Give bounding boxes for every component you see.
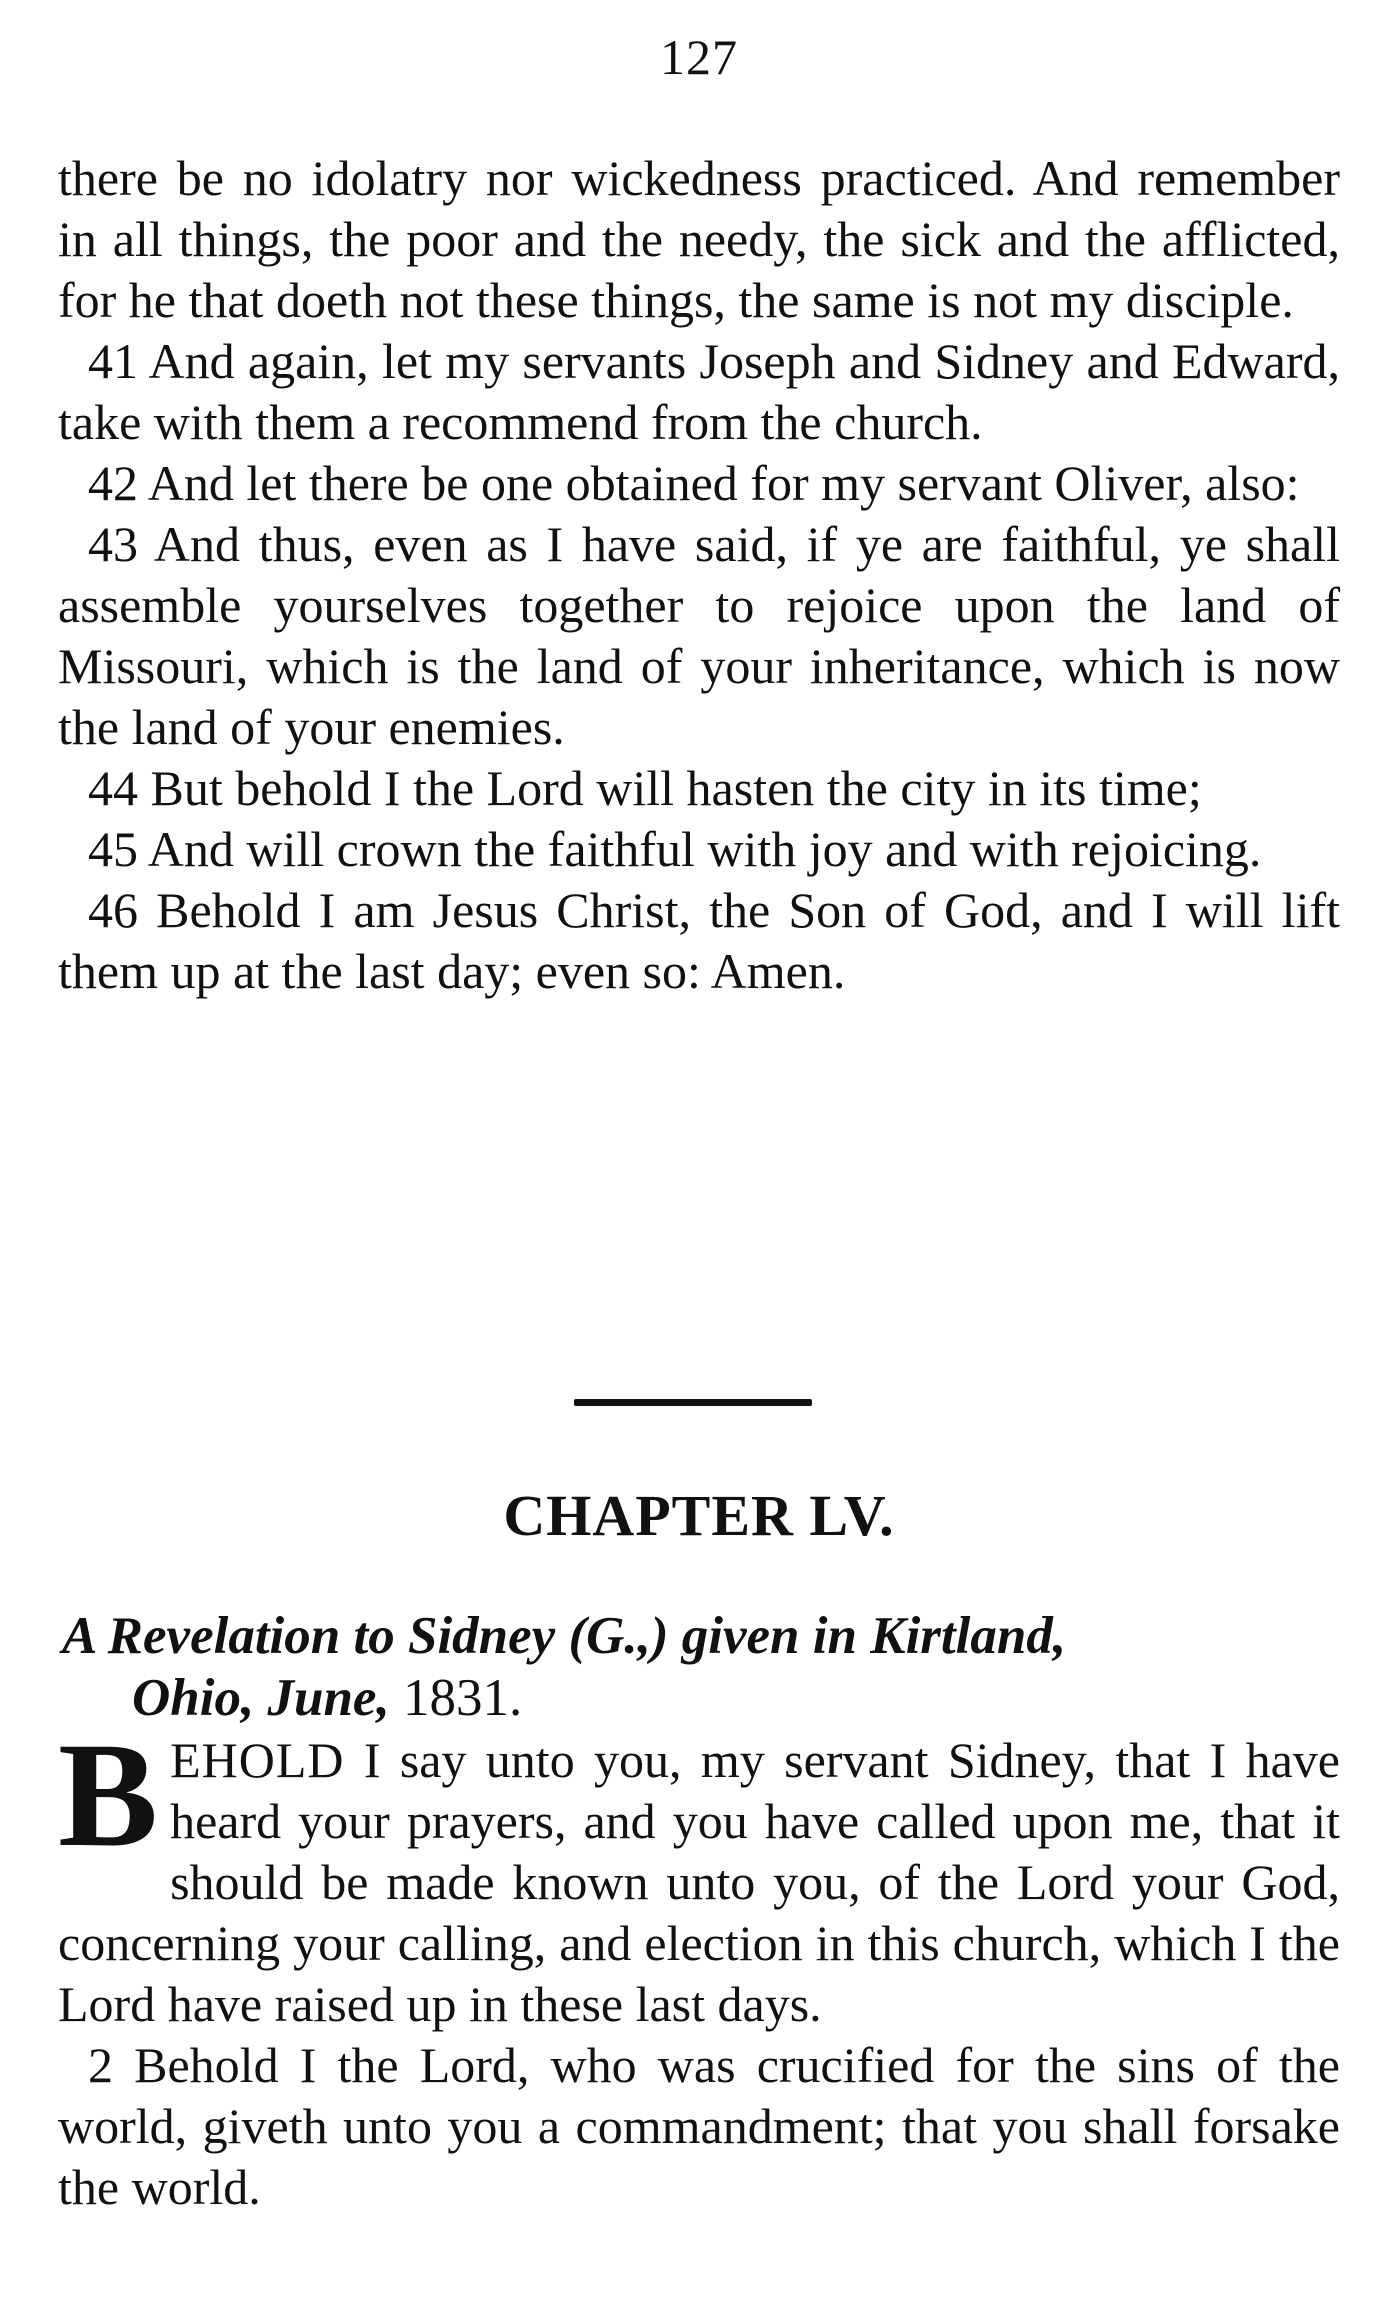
verse-44: 44 But behold I the Lord will hasten the city in its time; bbox=[88, 760, 1202, 816]
chapter-summary-year: 1831. bbox=[402, 1669, 523, 1727]
verse-42: 42 And let there be one obtained for my servant Oliver, also: bbox=[88, 455, 1300, 511]
verse-40-continuation: there be no idolatry nor wickedness practiced. And remember in all things, the poor and the needy, the sick and the afflicted, for he that doeth not these things, the same is not my disciple. bbox=[58, 150, 1340, 328]
chapter-summary bbox=[62, 1605, 1340, 1729]
verse-1 bbox=[58, 1712, 1341, 2035]
verse-2: 2 Behold I the Lord, who was crucified for the sins of the world, giveth unto you a commandment; that you shall forsake the world. bbox=[58, 2037, 1340, 2215]
verse-1-lead-caps: EHOLD bbox=[170, 1732, 345, 1788]
chapter-summary-line-1: A Revelation to Sidney (G.,) given in Kirtland, bbox=[62, 1607, 1067, 1665]
verse-41: 41 And again, let my servants Joseph and Sidney and Edward, take with them a recommend from the church. bbox=[58, 333, 1340, 450]
verse-45: 45 And will crown the faithful with joy and with rejoicing. bbox=[88, 821, 1262, 877]
previous-chapter-ending bbox=[58, 148, 1340, 1002]
verse-1-text: I say unto you, my servant Sidney, that I have heard your prayers, and you have called upon me, that it should be made known unto you, of the Lord your God, concerning your calling, and election in this church, which I the Lord have raised up in these last days. bbox=[58, 1732, 1341, 2032]
verse-46: 46 Behold I am Jesus Christ, the Son of God, and I will lift them up at the last day; even so: Amen. bbox=[58, 882, 1340, 999]
chapter-summary-place-date: Ohio, June, bbox=[132, 1669, 390, 1727]
chapter-55-text bbox=[58, 1712, 1341, 2218]
section-divider-rule bbox=[574, 1399, 812, 1406]
chapter-summary-line-2 bbox=[62, 1667, 1340, 1729]
page-number: 127 bbox=[660, 29, 738, 85]
chapter-heading: CHAPTER LV. bbox=[503, 1483, 895, 1548]
verse-43: 43 And thus, even as I have said, if ye are faithful, ye shall assemble yourselves together to rejoice upon the land of Missouri, which is the land of your inheritance, which is now the land of your enemies. bbox=[58, 516, 1340, 755]
drop-cap-letter: B bbox=[58, 1712, 159, 1878]
